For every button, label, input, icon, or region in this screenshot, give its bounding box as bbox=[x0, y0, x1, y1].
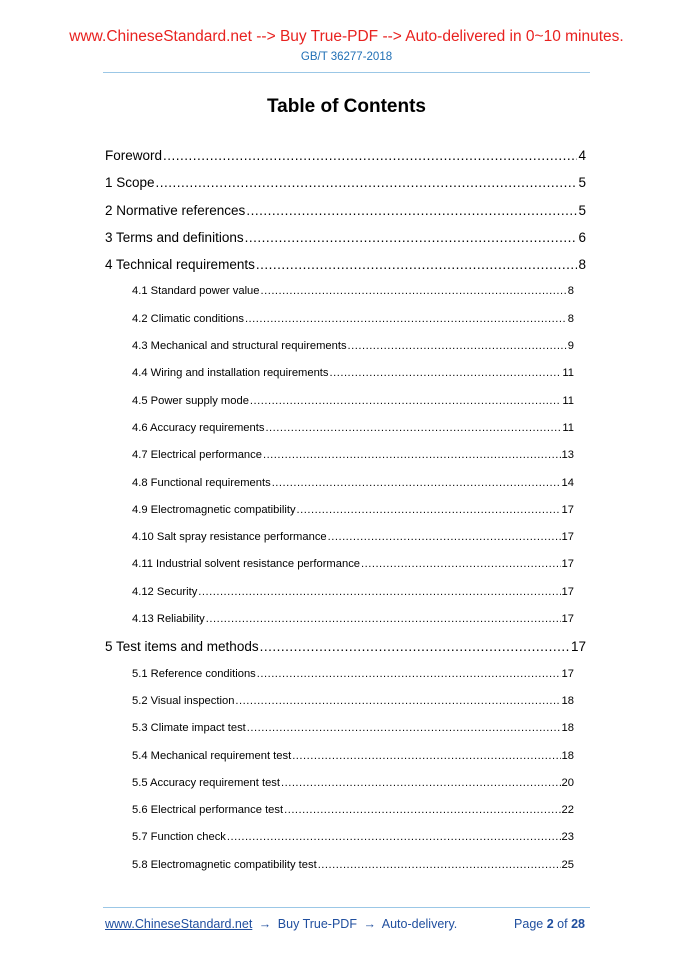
toc-dot-leader bbox=[297, 497, 561, 524]
toc-entry-page-number: 5 bbox=[578, 202, 586, 218]
toc-entry-label: 4.4 Wiring and installation requirements bbox=[132, 367, 329, 380]
toc-dot-leader bbox=[261, 278, 567, 305]
toc-entry[interactable] bbox=[105, 251, 586, 278]
toc-entry[interactable] bbox=[132, 524, 574, 551]
footer-buy-text: Buy True-PDF bbox=[277, 917, 357, 931]
toc-entry-label: 5.5 Accuracy requirement test bbox=[132, 776, 280, 789]
toc-entry[interactable] bbox=[132, 852, 574, 879]
toc-dot-leader bbox=[250, 388, 561, 415]
toc-entry-label: 4.11 Industrial solvent resistance performance bbox=[132, 558, 361, 571]
toc-entry-page-number: 17 bbox=[561, 613, 574, 626]
toc-entry[interactable] bbox=[132, 606, 574, 633]
toc-entry-page-number: 11 bbox=[562, 367, 574, 380]
toc-dot-leader bbox=[163, 142, 577, 169]
toc-dot-leader bbox=[247, 715, 561, 742]
toc-entry[interactable] bbox=[105, 142, 586, 169]
toc-entry[interactable] bbox=[132, 661, 574, 688]
toc-entry-label: Foreword bbox=[105, 148, 163, 163]
toc-entry-page-number: 23 bbox=[561, 831, 574, 844]
toc-dot-leader bbox=[245, 306, 567, 333]
footer bbox=[105, 915, 585, 933]
toc-entry-label: 5.7 Function check bbox=[132, 831, 226, 844]
footer-divider bbox=[103, 907, 590, 908]
page-indicator bbox=[514, 915, 585, 933]
toc-entry-label: 4.3 Mechanical and structural requirements bbox=[132, 340, 347, 353]
toc-dot-leader bbox=[348, 333, 567, 360]
toc-entry-page-number: 18 bbox=[561, 694, 574, 707]
toc-dot-leader bbox=[227, 824, 561, 851]
toc-entry-page-number: 25 bbox=[561, 858, 574, 871]
toc-dot-leader bbox=[257, 661, 561, 688]
toc-entry-label: 5.1 Reference conditions bbox=[132, 667, 256, 680]
toc-entry[interactable] bbox=[132, 306, 574, 333]
toc-dot-leader bbox=[265, 415, 561, 442]
toc-entry-page-number: 8 bbox=[567, 312, 574, 325]
toc-entry-page-number: 6 bbox=[578, 229, 586, 245]
toc-dot-leader bbox=[318, 852, 561, 879]
toc-entry-page-number: 11 bbox=[562, 421, 574, 434]
toc-entry-label: 4.12 Security bbox=[132, 585, 198, 598]
toc-entry-label: 4.7 Electrical performance bbox=[132, 449, 262, 462]
top-banner[interactable]: www.ChineseStandard.net --> Buy True-PDF --> Auto-delivered in 0~10 minutes. bbox=[69, 28, 624, 45]
toc-entry-page-number: 18 bbox=[561, 749, 574, 762]
toc-entry[interactable] bbox=[132, 442, 574, 469]
toc-dot-leader bbox=[198, 579, 560, 606]
toc-entry-page-number: 20 bbox=[561, 776, 574, 789]
toc-entry[interactable] bbox=[132, 470, 574, 497]
toc-dot-leader bbox=[246, 197, 577, 224]
arrow-right-icon: → bbox=[258, 917, 272, 931]
toc-entry-page-number: 17 bbox=[561, 558, 574, 571]
page-title: Table of Contents bbox=[266, 96, 427, 117]
toc-entry-page-number: 8 bbox=[578, 257, 586, 273]
toc-entry-page-number: 4 bbox=[578, 148, 586, 163]
toc-entry-page-number: 9 bbox=[567, 340, 574, 353]
toc-entry-label: 4 Technical requirements bbox=[105, 257, 255, 273]
toc-entry[interactable] bbox=[132, 360, 574, 387]
toc-entry-label: 1 Scope bbox=[105, 175, 155, 191]
toc-entry-label: 2 Normative references bbox=[105, 202, 246, 218]
page-word: Page bbox=[514, 917, 544, 931]
toc-entry[interactable] bbox=[132, 743, 574, 770]
toc-entry[interactable] bbox=[132, 715, 574, 742]
toc-entry-label: 5.6 Electrical performance test bbox=[132, 804, 284, 817]
toc-dot-leader bbox=[361, 551, 561, 578]
toc-entry-page-number: 17 bbox=[570, 639, 586, 655]
toc-entry[interactable] bbox=[105, 197, 586, 224]
toc-dot-leader bbox=[245, 224, 578, 251]
toc-dot-leader bbox=[206, 606, 561, 633]
toc-entry[interactable] bbox=[132, 770, 574, 797]
page-current: 2 bbox=[546, 917, 554, 931]
toc-entry-label: 5.8 Electromagnetic compatibility test bbox=[132, 858, 317, 871]
toc-entry-page-number: 11 bbox=[562, 394, 574, 407]
toc-dot-leader bbox=[292, 743, 560, 770]
toc-entry-page-number: 8 bbox=[567, 285, 574, 298]
standard-code: GB/T 36277-2018 bbox=[300, 51, 393, 63]
toc-dot-leader bbox=[235, 688, 560, 715]
toc-entry[interactable] bbox=[105, 633, 586, 660]
toc-entry-label: 3 Terms and definitions bbox=[105, 229, 244, 245]
toc-entry-label: 5 Test items and methods bbox=[105, 639, 259, 655]
footer-site-link[interactable]: www.ChineseStandard.net bbox=[105, 917, 253, 931]
toc-entry-label: 4.6 Accuracy requirements bbox=[132, 421, 265, 434]
arrow-right-icon: → bbox=[363, 917, 376, 931]
toc-dot-leader bbox=[156, 169, 578, 196]
toc-entry[interactable] bbox=[132, 688, 574, 715]
toc-entry[interactable] bbox=[132, 388, 574, 415]
toc-entry[interactable] bbox=[132, 333, 574, 360]
toc-entry-page-number: 13 bbox=[561, 449, 574, 462]
toc-entry-label: 4.5 Power supply mode bbox=[132, 394, 249, 407]
toc-dot-leader bbox=[260, 633, 570, 660]
toc-entry-page-number: 18 bbox=[561, 722, 574, 735]
toc-entry-label: 5.3 Climate impact test bbox=[132, 722, 246, 735]
toc-dot-leader bbox=[281, 770, 561, 797]
toc-list bbox=[0, 142, 693, 879]
toc-entry[interactable] bbox=[132, 797, 574, 824]
toc-entry-label: 5.2 Visual inspection bbox=[132, 694, 235, 707]
toc-entry-label: 4.10 Salt spray resistance performance bbox=[132, 531, 327, 544]
toc-entry-page-number: 17 bbox=[561, 667, 574, 680]
toc-entry-label: 4.8 Functional requirements bbox=[132, 476, 271, 489]
toc-entry-page-number: 17 bbox=[561, 503, 574, 516]
toc-entry-page-number: 17 bbox=[561, 531, 574, 544]
toc-dot-leader bbox=[330, 360, 562, 387]
toc-dot-leader bbox=[272, 470, 561, 497]
toc-entry[interactable] bbox=[132, 278, 574, 305]
toc-entry-label: 4.13 Reliability bbox=[132, 613, 205, 626]
toc-entry[interactable] bbox=[132, 824, 574, 851]
toc-entry-label: 4.1 Standard power value bbox=[132, 285, 260, 298]
toc-entry-label: 4.2 Climatic conditions bbox=[132, 312, 244, 325]
toc-entry[interactable] bbox=[132, 551, 574, 578]
toc-dot-leader bbox=[256, 251, 578, 278]
toc-entry-label: 5.4 Mechanical requirement test bbox=[132, 749, 292, 762]
toc-entry[interactable] bbox=[132, 497, 574, 524]
footer-delivery-text: Auto-delivery. bbox=[381, 917, 458, 931]
toc-entry-page-number: 17 bbox=[561, 585, 574, 598]
toc-entry[interactable] bbox=[132, 579, 574, 606]
toc-entry[interactable] bbox=[132, 415, 574, 442]
page-total: 28 bbox=[571, 917, 585, 931]
page-of: of bbox=[557, 917, 568, 931]
toc-entry[interactable] bbox=[105, 169, 586, 196]
toc-dot-leader bbox=[328, 524, 561, 551]
toc-dot-leader bbox=[284, 797, 560, 824]
header-divider bbox=[103, 72, 590, 73]
toc-dot-leader bbox=[263, 442, 561, 469]
toc-entry-page-number: 14 bbox=[561, 476, 574, 489]
toc-entry-page-number: 22 bbox=[561, 804, 574, 817]
toc-entry-label: 4.9 Electromagnetic compatibility bbox=[132, 503, 296, 516]
toc-entry[interactable] bbox=[105, 224, 586, 251]
toc-entry-page-number: 5 bbox=[578, 175, 586, 191]
